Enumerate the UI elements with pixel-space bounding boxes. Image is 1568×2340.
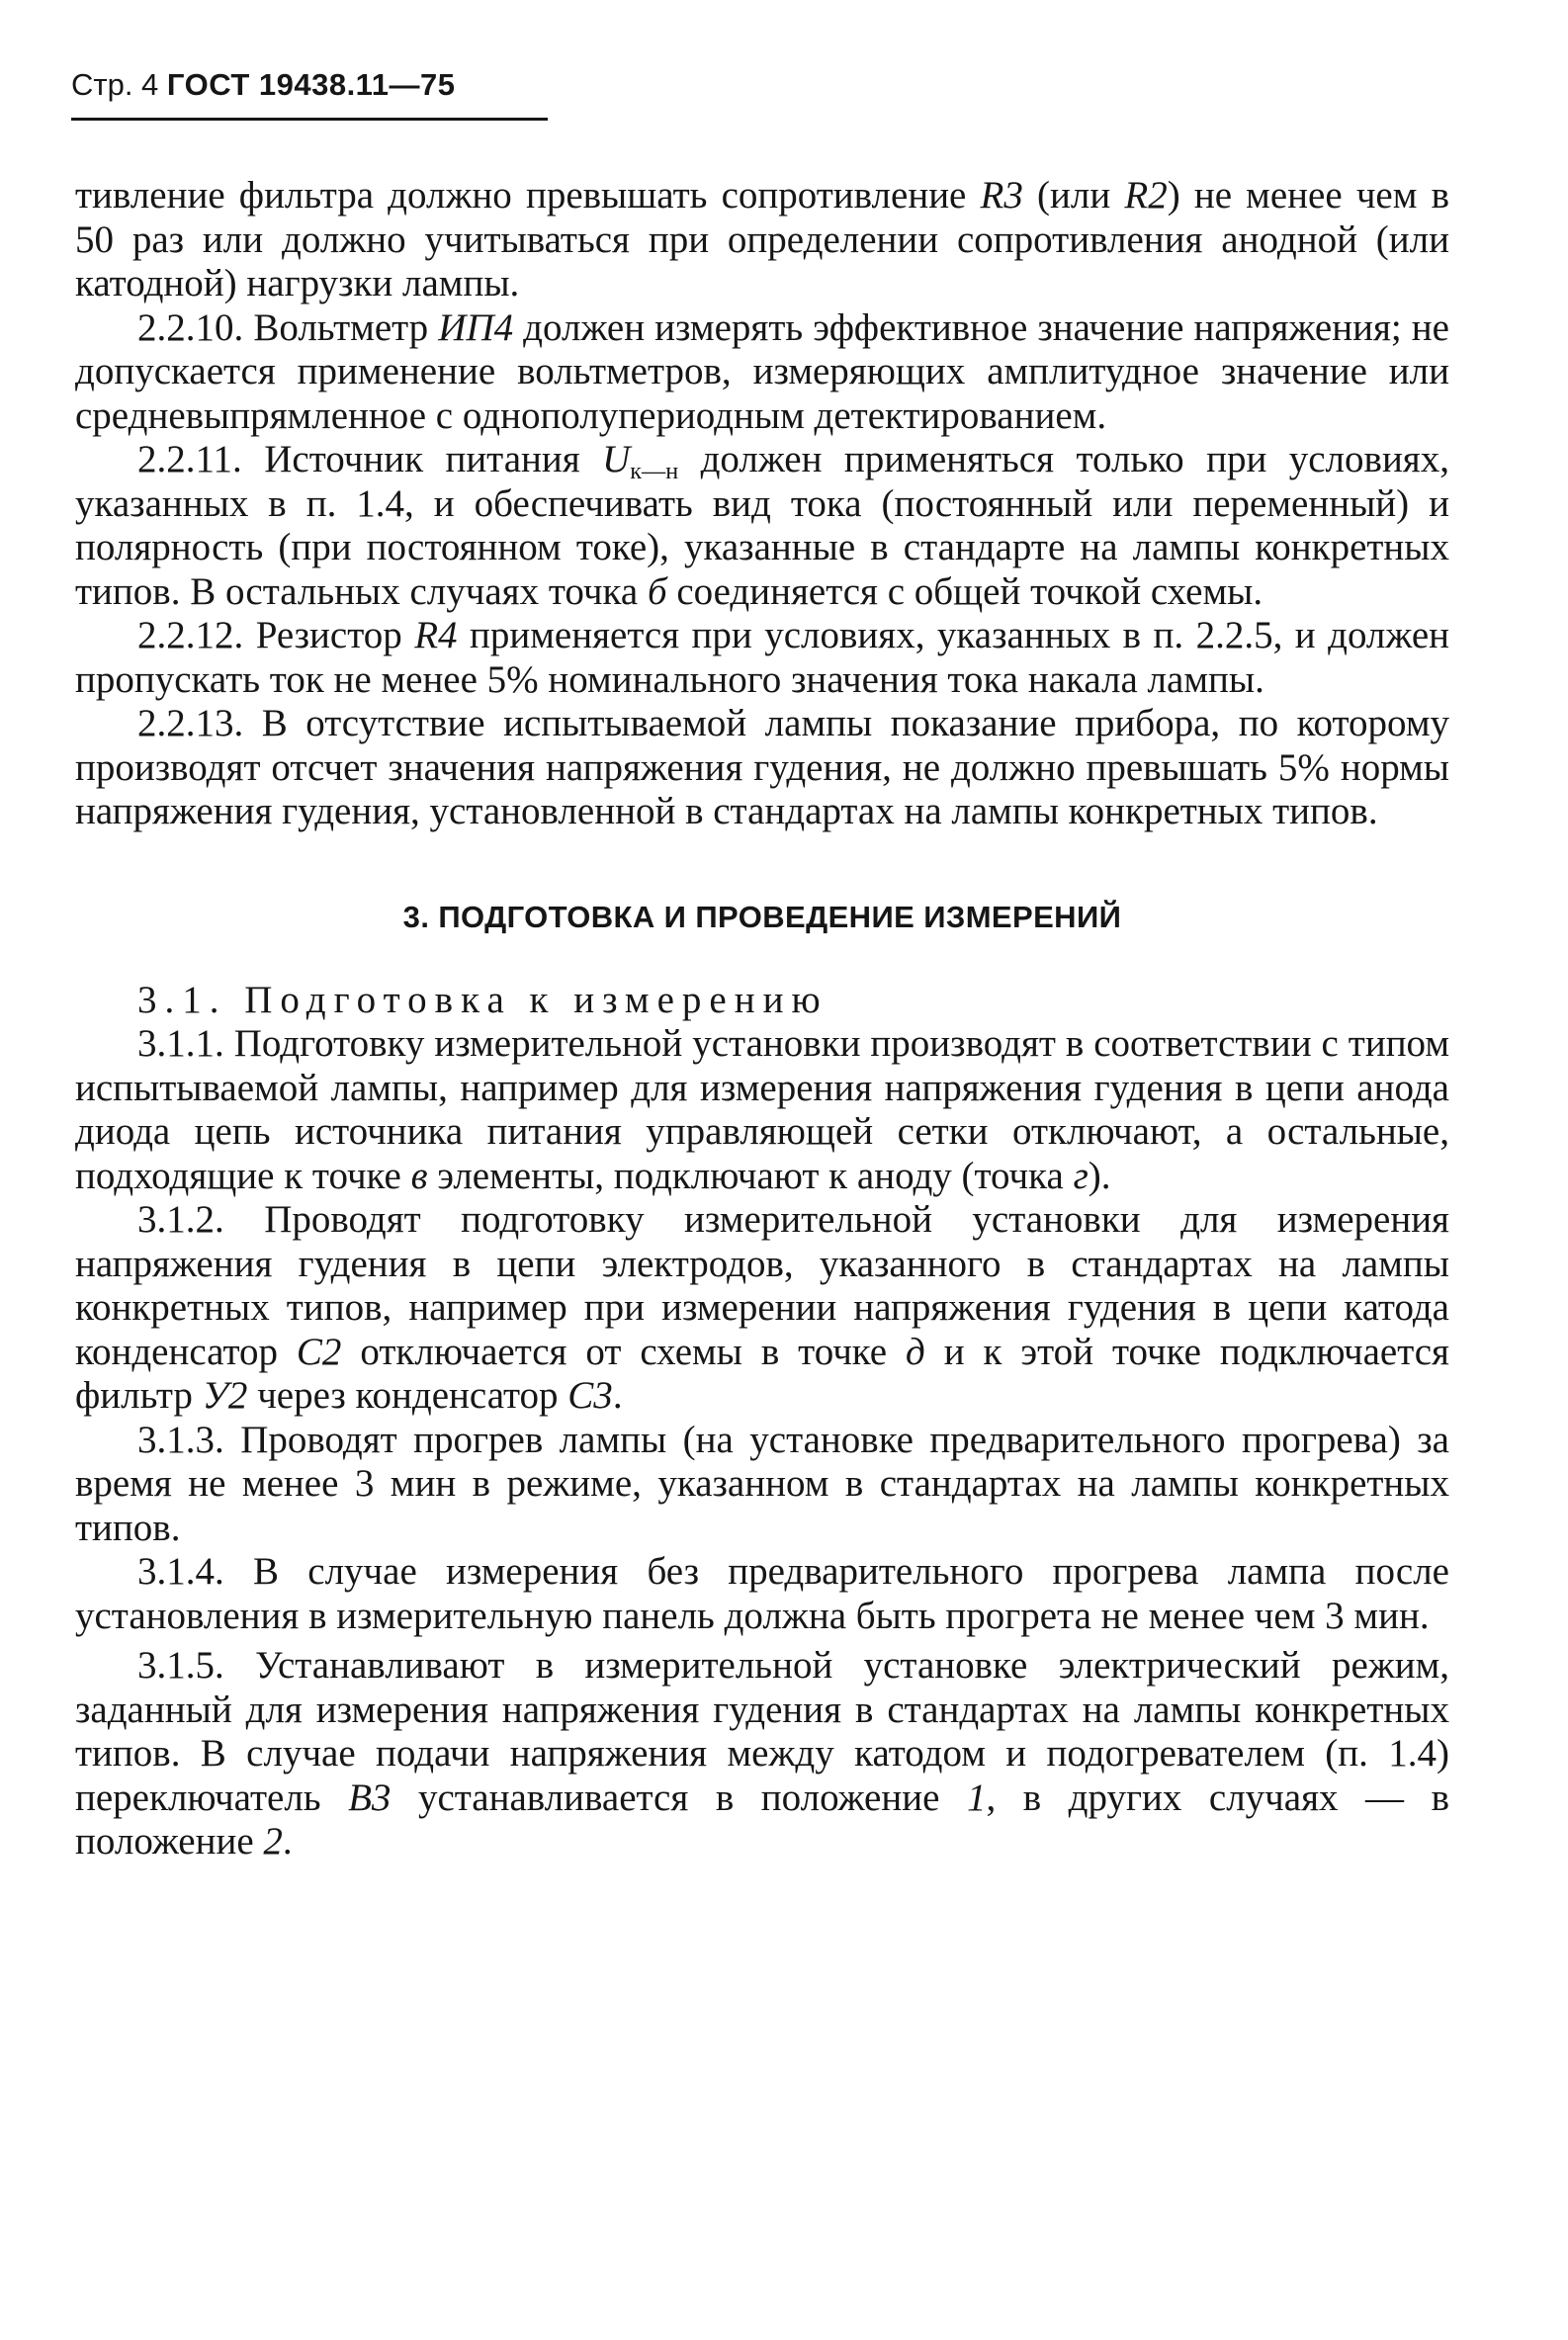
paragraph-3-1-3: 3.1.3. Проводят прогрев лампы (на установке предварительного прогрева) за время не менее 3 мин в режиме, указанном в стандартах на лампы конкретных типов.	[75, 1418, 1449, 1549]
paragraph-3-1-1: 3.1.1. Подготовку измерительной установки производят в соответствии с типом испытываемой лампы, например для измерения напряжения гудения в цепи анода диода цепь источника питания управляющей сетки отключают, а остальные, подходящие к точке в элементы, подключают к аноду (точка г).	[75, 1022, 1449, 1197]
paragraph-2-2-10: 2.2.10. Вольтметр ИП4 должен измерять эффективное значение напряжения; не допускается применение вольтметров, измеряющих амплитудное значение или средневыпрямленное с однополупериодным детектированием.	[75, 305, 1449, 437]
page-header	[71, 65, 455, 105]
paragraph-2-2-11: 2.2.11. Источник питания $U_{к—н}$ должен применяться только при условиях, указанных в п. 1.4, и обеспечивать вид тока (постоянный или переменный) и полярность (при постоянном токе), указанные в стандарте на лампы конкретных типов. В остальных случаях точка б соединяется с общей точкой схемы.	[75, 438, 1449, 613]
paragraph-continuation: тивление фильтра должно превышать сопротивление R3 (или R2) не менее чем в 50 раз или должно учитываться при определении сопротивления анодной (или катодной) нагрузки лампы.	[75, 174, 1449, 304]
paragraph-3-1-4: 3.1.4. В случае измерения без предварительного прогрева лампа после установления в измерительную панель должна быть прогрета не менее чем 3 мин.	[75, 1550, 1449, 1637]
paragraph-3-1-5: 3.1.5. Устанавливают в измерительной установке электрический режим, заданный для измерения напряжения гудения в стандартах на лампы конкретных типов. В случае подачи напряжения между катодом и подогревателем (п. 1.4) переключатель В3 устанавливается в положение 1, в других случаях — в положение 2.	[75, 1644, 1449, 1863]
paragraph-2-2-12: 2.2.12. Резистор R4 применяется при условиях, указанных в п. 2.2.5, и должен пропускать ток не менее 5% номинального значения тока накала лампы.	[75, 614, 1450, 701]
section-3-title: 3. ПОДГОТОВКА И ПРОВЕДЕНИЕ ИЗМЕРЕНИЙ	[402, 899, 1122, 934]
page-number: Стр. 4	[71, 67, 159, 102]
subsection-3-1-title: 3.1. Подготовка к измерению	[137, 978, 828, 1021]
standard-number: ГОСТ 19438.11—75	[166, 67, 456, 102]
paragraph-3-1-2: 3.1.2. Проводят подготовку измерительной установки для измерения напряжения гудения в цепи электродов, указанного в стандартах на лампы конкретных типов, например при измерении напряжения гудения в цепи катода конденсатор С2 отключается от схемы в точке д и к этой точке подключается фильтр У2 через конденсатор С3.	[75, 1198, 1449, 1417]
header-rule	[71, 118, 548, 121]
paragraph-2-2-13: 2.2.13. В отсутствие испытываемой лампы показание прибора, по которому производят отсчет значения напряжения гудения, не должно превышать 5% нормы напряжения гудения, установленной в стандартах на лампы конкретных типов.	[75, 702, 1449, 832]
document-body	[75, 174, 1449, 1864]
